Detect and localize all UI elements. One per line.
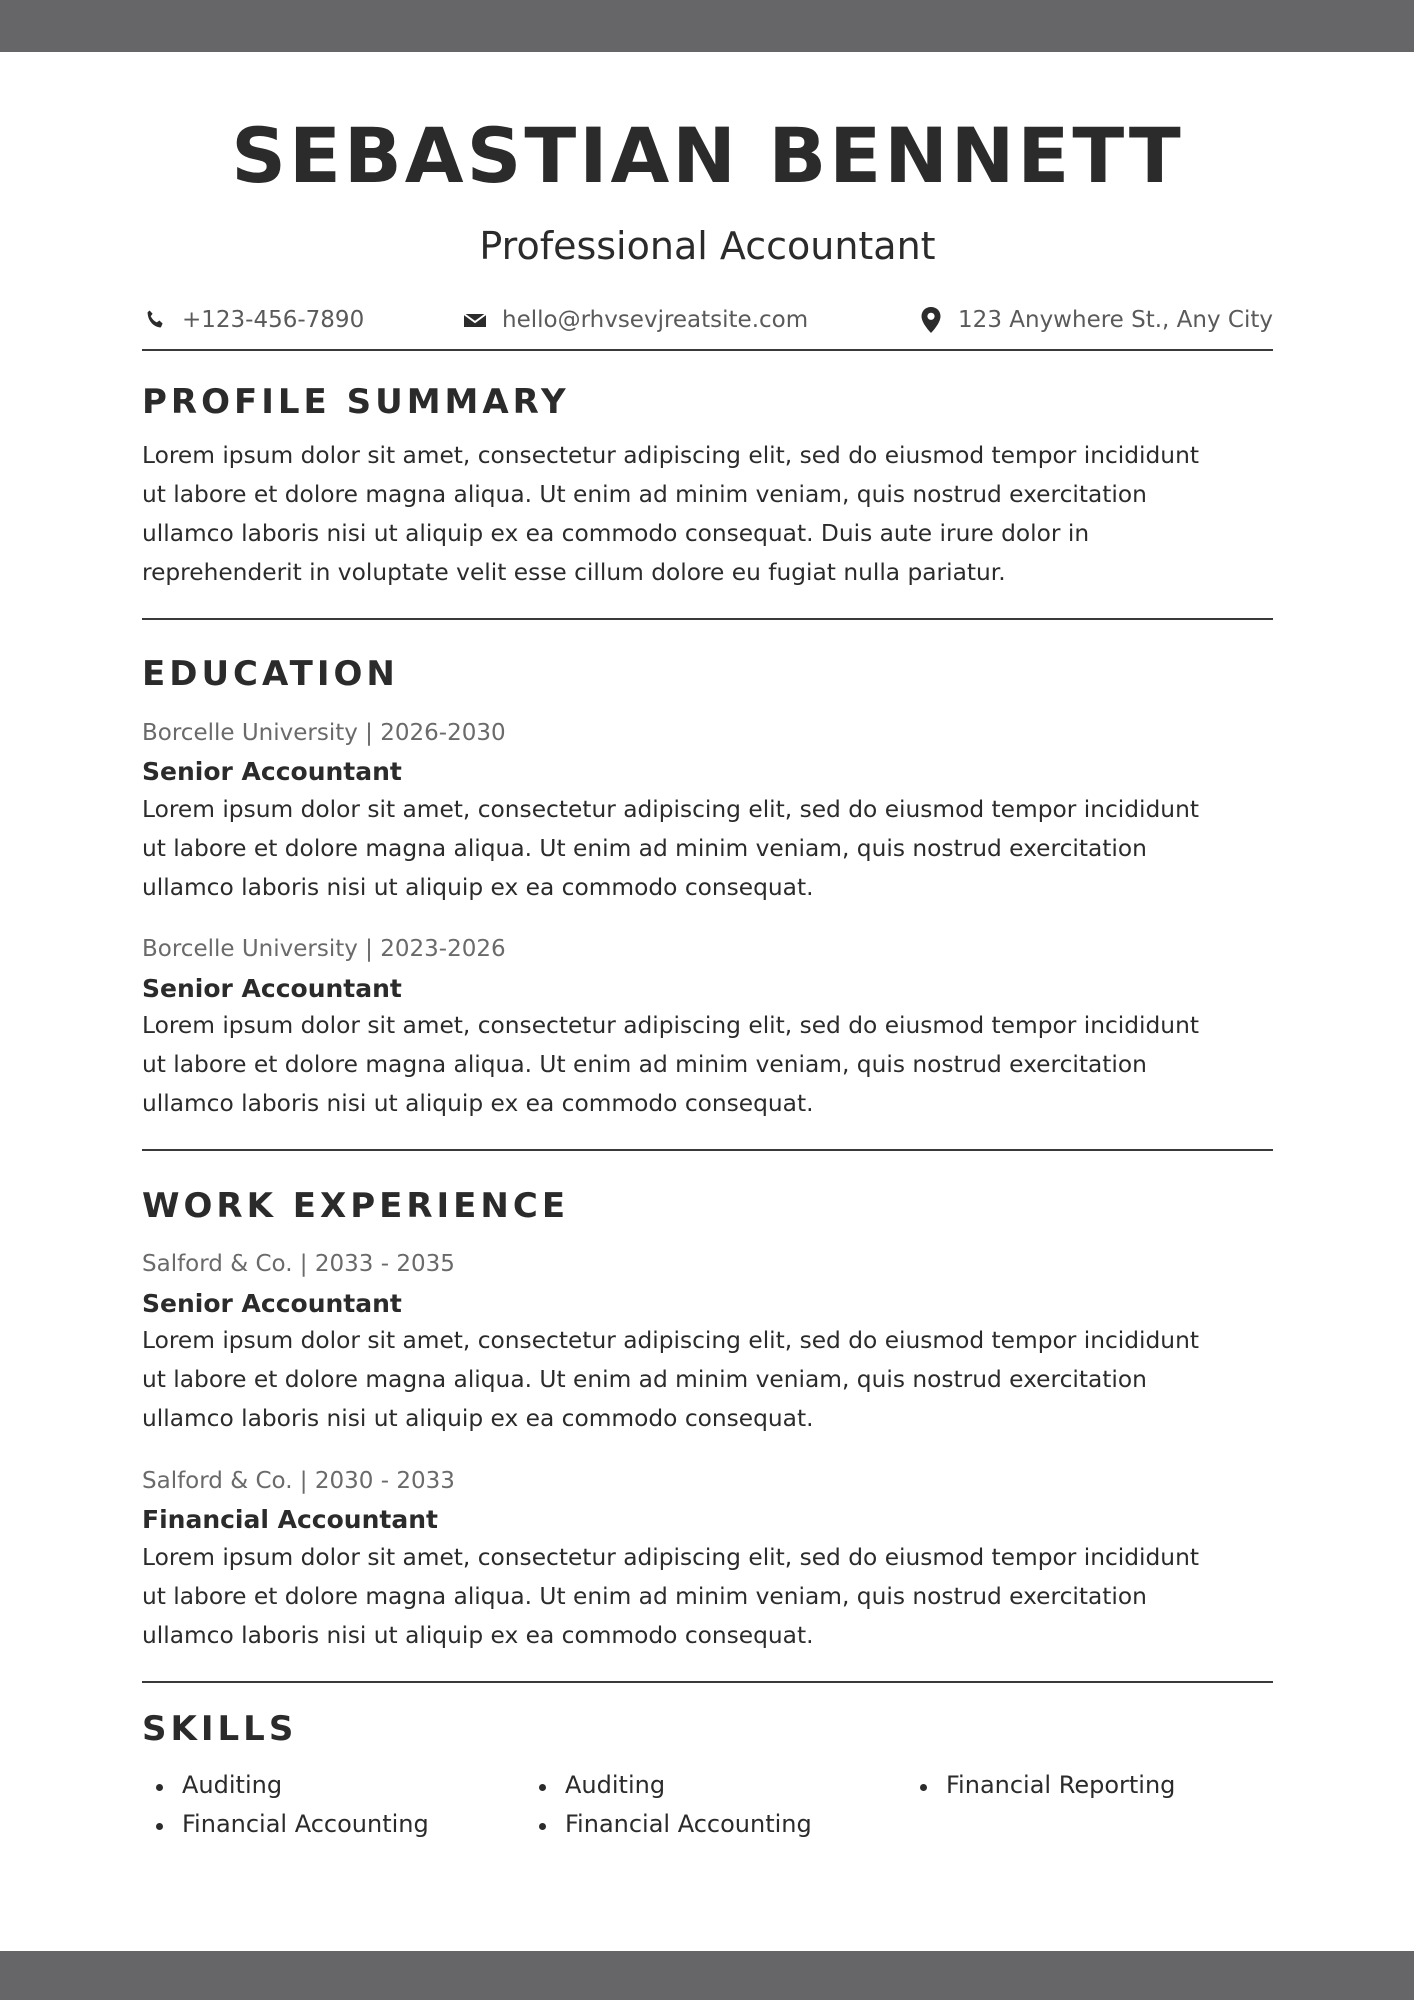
skills-heading: SKILLS xyxy=(142,1709,298,1749)
text-line: Lorem ipsum dolor sit amet, consectetur adipiscing elit, sed do eiusmod tempor incididunt xyxy=(142,442,1199,469)
contact-phone[interactable] xyxy=(142,300,364,340)
education-entry-meta: Borcelle University | 2026-2030 xyxy=(142,720,506,746)
phone-number: +123-456-7890 xyxy=(182,307,365,333)
skills-list xyxy=(525,1766,812,1844)
text-line: reprehenderit in voluptate velit esse cillum dolore eu fugiat nulla pariatur. xyxy=(142,559,1006,586)
text-line: ullamco laboris nisi ut aliquip ex ea commodo consequat. xyxy=(142,1090,814,1117)
text-line: ullamco laboris nisi ut aliquip ex ea commodo consequat. xyxy=(142,874,814,901)
work-entry-meta: Salford & Co. | 2030 - 2033 xyxy=(142,1468,455,1494)
contact-email[interactable] xyxy=(462,300,808,340)
education-entry-text xyxy=(142,1006,1273,1123)
mail-icon xyxy=(462,307,488,333)
bottom-band xyxy=(0,1951,1414,2000)
text-line: ullamco laboris nisi ut aliquip ex ea commodo consequat. Duis aute irure dolor in xyxy=(142,520,1090,547)
text-line: Lorem ipsum dolor sit amet, consectetur adipiscing elit, sed do eiusmod tempor incididunt xyxy=(142,796,1199,823)
skill-item: Financial Accounting xyxy=(142,1805,429,1844)
text-line: ut labore et dolore magna aliqua. Ut enim ad minim veniam, quis nostrud exercitation xyxy=(142,481,1147,508)
skills-list xyxy=(142,1766,429,1844)
text-line: ut labore et dolore magna aliqua. Ut enim ad minim veniam, quis nostrud exercitation xyxy=(142,1051,1147,1078)
work-entry-text xyxy=(142,1538,1273,1655)
location-pin-icon xyxy=(918,307,944,333)
work-entry-meta: Salford & Co. | 2033 - 2035 xyxy=(142,1251,455,1277)
contact-bar xyxy=(142,300,1273,340)
divider xyxy=(142,349,1273,351)
skill-item: Financial Accounting xyxy=(525,1805,812,1844)
profile-summary-heading: PROFILE SUMMARY xyxy=(142,382,570,422)
divider xyxy=(142,618,1273,620)
candidate-name: SEBASTIAN BENNETT xyxy=(231,111,1184,200)
skill-item: Auditing xyxy=(525,1766,812,1805)
work-experience-heading: WORK EXPERIENCE xyxy=(142,1186,570,1226)
text-line: ullamco laboris nisi ut aliquip ex ea commodo consequat. xyxy=(142,1405,814,1432)
email-address: hello@rhvsevjreatsite.com xyxy=(502,307,809,333)
divider xyxy=(142,1681,1273,1683)
contact-address[interactable] xyxy=(918,300,1273,340)
skills-list xyxy=(906,1766,1175,1805)
top-band xyxy=(0,0,1414,52)
text-line: ut labore et dolore magna aliqua. Ut enim ad minim veniam, quis nostrud exercitation xyxy=(142,1366,1147,1393)
education-entry-title: Senior Accountant xyxy=(142,974,402,1003)
text-line: Lorem ipsum dolor sit amet, consectetur adipiscing elit, sed do eiusmod tempor incididunt xyxy=(142,1544,1199,1571)
education-entry-text xyxy=(142,790,1273,907)
work-entry-title: Senior Accountant xyxy=(142,1289,402,1318)
profile-summary-text xyxy=(142,436,1273,592)
text-line: ut labore et dolore magna aliqua. Ut enim ad minim veniam, quis nostrud exercitation xyxy=(142,1583,1147,1610)
divider xyxy=(142,1149,1273,1151)
text-line: Lorem ipsum dolor sit amet, consectetur adipiscing elit, sed do eiusmod tempor incididunt xyxy=(142,1012,1199,1039)
skill-item: Auditing xyxy=(142,1766,429,1805)
text-line: Lorem ipsum dolor sit amet, consectetur adipiscing elit, sed do eiusmod tempor incididunt xyxy=(142,1327,1199,1354)
phone-icon xyxy=(142,307,168,333)
text-line: ut labore et dolore magna aliqua. Ut enim ad minim veniam, quis nostrud exercitation xyxy=(142,835,1147,862)
skill-item: Financial Reporting xyxy=(906,1766,1175,1805)
candidate-role: Professional Accountant xyxy=(479,224,936,268)
work-entry-title: Financial Accountant xyxy=(142,1505,438,1534)
work-entry-text xyxy=(142,1321,1273,1438)
education-heading: EDUCATION xyxy=(142,654,399,694)
text-line: ullamco laboris nisi ut aliquip ex ea commodo consequat. xyxy=(142,1622,814,1649)
street-address: 123 Anywhere St., Any City xyxy=(958,307,1273,333)
education-entry-title: Senior Accountant xyxy=(142,757,402,786)
education-entry-meta: Borcelle University | 2023-2026 xyxy=(142,936,506,962)
